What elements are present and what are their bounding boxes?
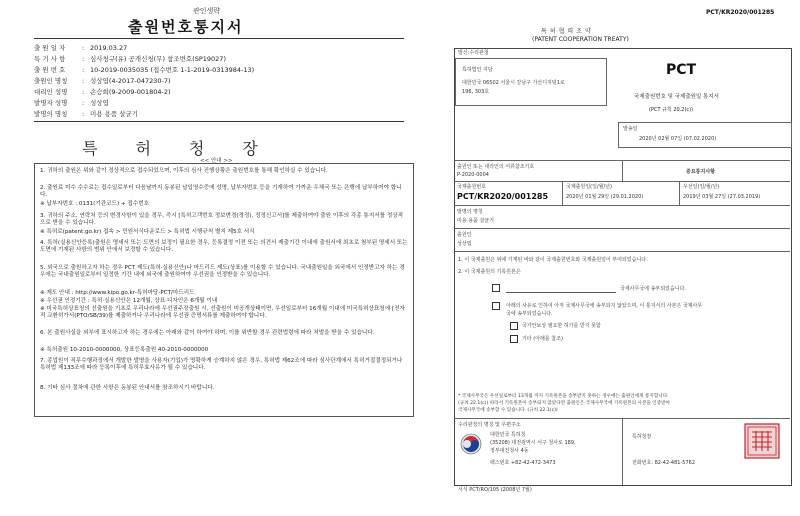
notice-box [34,163,414,417]
reference-value: P-2020-0004 [457,172,489,178]
footnote-line: * 국제사무국은 우선일로부터 13개월 까지 기록원본을 송부받지 못하는 경우에는 출원인에게 통지합니다. [458,394,669,399]
reference-row [454,160,790,182]
pct-notice-page [436,0,800,516]
field-value: 성상엽 [90,99,109,107]
treaty-title-korean: 특허협력조약 [541,28,594,35]
divider [622,419,623,485]
notice-item: 5. 외국으로 출원하고자 하는 경우 PCT 제도(특허·실용신안)나 마드리드 제도(상표)를 이용할 수 있습니다. 국내출원일을 외국에서 인정받고자 하는 경우에는 국내출원일로부터 일정한 기간 내에 외국에 출원하여야 우선권을 인정받을 수 있습니다. [40,265,405,279]
intl-filing-label: 국제출원일(일/월/년) [566,184,612,190]
intl-app-no-label: 국제출원번호 [457,184,486,190]
notice-example: ※ 우선권 인정기간 : 특허·실용신안은 12개월, 상표·디자인은 6개월 이내 [40,298,218,304]
field-agent: 대리인 성명 : 손승희(9-2009-001804-2) [34,88,171,96]
blank-line [506,292,616,293]
fax-number: 팩스번호 +82-42-472-3473 [490,460,556,466]
field-value: 심사청구(유) 공개신청(무) 참조번호(SP19027) [90,55,226,63]
invention-value: 미용 용품 살균기 [457,218,494,224]
divider [562,181,563,205]
invention-row [454,206,790,229]
pct-heading: PCT [666,62,697,78]
office-label: 수리관청의 명칭 및 우편주소 [458,422,521,428]
priority-value: 2019년 03월 27일 (27.03.2019) [683,194,761,200]
reference-label: 출원인 또는 대리인의 서류참조기호 [457,164,535,170]
dispatch-label: 발송일 [623,126,638,132]
priority-label: 우선일(일/월/년) [683,184,720,190]
recipient-address: 대한민국 06502 서울시 강남구 가산디지털1로 [462,80,565,86]
footnote-line: 국제사무국에 송부할 수 있습니다. (규칙 22.1(c)) [458,408,558,413]
numbers-row [454,181,790,206]
page-title: 출원번호통지서 [128,18,244,36]
checkbox-security-label: 국가안보상 필요한 허가를 받지 못함 [522,323,601,329]
office-name: 대한민국 특허청 [490,432,526,438]
rule-reference: (PCT 규칙 20.2(c)) [649,107,694,113]
footnote-line: (규칙 22.1(c)) 따라서 기록원본이 송부되지 않았다면 출원인은 국제사무국에 기록원본의 사본을 인증받아 [458,401,671,406]
dispatch-date-box [618,122,792,148]
intl-filing-value: 2020년 01월 29일 (29.01.2020) [566,194,644,200]
applicant-value: 성상엽 [457,241,472,247]
divider [622,161,623,181]
invention-label: 발명의 명칭 [457,209,483,215]
field-label: 출 원 일 자 [34,44,66,52]
divider [34,121,404,122]
dispatch-value: 2020년 02월 07일 (07.02.2020) [639,136,717,142]
notice-example: ※ 특허로(patent.go.kr) 접속 > 민원서식다운로드 > 특허법 시행규칙 별지 제5호 서식 [40,229,255,235]
red-official-seal-icon [744,423,780,459]
page-reference-number: PCT/KR2020/001285 [706,9,775,16]
field-application-number: 출 원 번 호 : 10-2019-0035035 (접수번호 1-1-2019-0313984-13) [34,66,255,74]
checkbox-not-sent-label: 아래의 사유로 인하여 아직 국제사무국에 송부되지 않았으며, 이 통지서의 사본은 국제사무 [506,303,703,309]
field-notes: 특 기 사 항 : 심사청구(유) 공개신청(무) 참조번호(SP19027) [34,55,226,63]
field-label: 발명자 성명 [34,99,68,107]
recipient-name: 특허법인 지담 [462,67,493,73]
checkbox-other-label: 기타 (아래를 참조) [522,336,563,342]
notice-item: 6. 본 출원사실을 외부에 표시하고자 하는 경우에는 아래와 같이 하여야 하며, 이를 위반할 경우 관련법령에 따라 처벌을 받을 수 있습니다. [40,330,375,336]
field-value: 미용 용품 살균기 [90,110,139,118]
divider [34,38,404,39]
checkbox-not-sent[interactable] [492,302,500,310]
field-applicant: 출원인 명칭 : 성상엽(4-2017-047230-7) [34,77,171,85]
checkbox-not-sent-label-cont: 국에 송부되었습니다. [506,311,553,317]
field-label: 대리인 성명 [34,88,68,96]
statement-1: 1. 이 국제출원은 위에 기재된 바와 같이 국제출원번호와 국제출원일이 부여되었습니다. [458,257,648,263]
field-value: 2019.03.27 [90,44,128,52]
commissioner-title: 특허청장 [82,139,296,158]
checkbox-sent-label: 국제사무국에 송부되었습니다. [620,286,686,292]
notice-item: 3. 귀하의 주소, 연락처 등의 변경사항이 있을 경우, 즉시 [특허고객번호 정보변경(경정), 정정신고서]를 제출하여야 출원 이후의 각종 통지서를 정상적으로 받을 수 있습니다. [40,213,404,227]
statement-2: 2. 이 국제출원의 기록원본은 [458,269,521,275]
notice-item: 1. 귀하의 출원은 위와 같이 정상적으로 접수되었으며, 이후의 심사 진행상황은 출원번호를 통해 확인하실 수 있습니다. [40,168,328,174]
phone-number: 전화번호: 82-42-481-5762 [632,460,695,466]
notice-item: 4. 특허(실용신안등록)출원은 명세서 또는 도면의 보정이 필요한 경우, 등록결정 이전 또는 의견서 제출기간 이내에 출원서에 최초로 첨부된 명세서 또는 도면에 기재된 사항의 범위 안에서 보정할 수 있습니다. [40,240,408,254]
intl-app-no: PCT/KR2020/001285 [457,192,549,201]
notice-example: ※ 특허출원 10-2010-0000000, 상표등록출원 40-2010-0000000 [40,347,209,353]
field-label: 출 원 번 호 [34,66,66,74]
field-filing-date: 출 원 일 자 : 2019.03.27 [34,44,128,52]
divider [679,181,680,205]
form-number: 서식 PCT/RO/105 (2008년 7월) [458,487,532,493]
notice-item: 7. 종업원이 직무수행과정에서 개발한 발명을 사용자(기업)가 명확하게 승계하지 않은 경우, 특허법 제62조에 따라 심사단계에서 특허거절결정되거나 특허법 제133조에 따라 등록이후에 특허무효사유가 될 수 있습니다. [40,358,403,372]
guide-heading: << 안내 >> [200,158,233,164]
recipient-box [455,58,607,106]
applicant-label: 출원인 [457,232,472,238]
notice-item: 8. 기타 심사 절차에 관한 사항은 동봉된 안내서를 참조하시기 바랍니다. [40,385,215,391]
recipient-address: 196, 303호 [462,89,490,95]
notice-item: 2. 출원료 미수 수수료는 접수일로부터 다음날까지 동봉된 납입영수증에 성명, 납부자번호 등을 기재하여 가까운 우체국 또는 은행에 납부하여야 합니다. [40,185,402,199]
field-value: 10-2019-0035035 (접수번호 1-1-2019-0313984-13) [90,66,255,74]
notice-example: ※ 미국특허상표청의 선출원을 기초로 우리나라에 우선권주장출원 시, 선출원이 미공개상태이면, 우선일로부터 16개월 이내에 미국특허상표청에 [전자적 교환허가서(PTO/SB/39)를 제출하거나 우리나라에 우선권 증명서류를 제출하여야 합니다. [40,306,405,320]
checkbox-security[interactable] [510,322,518,330]
notice-example: ※ 제도 안내 : http://www.kipo.go.kr-특허마당-PCT/마드리드 [40,290,195,296]
field-invention-title: 발명의 명칭 : 미용 용품 살균기 [34,110,139,118]
notice-example: ※ 납부자번호 : 0131(기관코드) + 접수번호 [40,201,149,207]
field-label: 출원인 명칭 [34,77,68,85]
office-footer [454,418,790,485]
office-address: (35208) 대전광역시 서구 청사로 189, [490,440,576,446]
field-inventor: 발명자 성명 : 성상엽 [34,99,109,107]
officer-title: 특허청장 [632,434,652,440]
field-value: 손승희(9-2009-001804-2) [90,88,171,96]
field-label: 발명의 명칭 [34,110,68,118]
important-notice-label: 중요통지사항 [686,169,715,175]
applicant-row [454,229,790,252]
korean-ip-office-emblem-icon [460,433,482,455]
treaty-title-english: (PATENT COOPERATION TREATY) [532,36,629,43]
official-seal-omitted: 관인생략 [193,7,221,15]
notice-title: 국제출원번호 및 국제출원일 통지서 [634,94,719,100]
checkbox-sent[interactable] [492,284,500,292]
recipient-label: 발신:수리관청 [458,50,489,56]
field-value: 성상엽(4-2017-047230-7) [90,77,171,85]
field-label: 특 기 사 항 [34,55,66,63]
office-address: 정부대전청사 4동 [490,448,529,454]
checkbox-other[interactable] [510,335,518,343]
